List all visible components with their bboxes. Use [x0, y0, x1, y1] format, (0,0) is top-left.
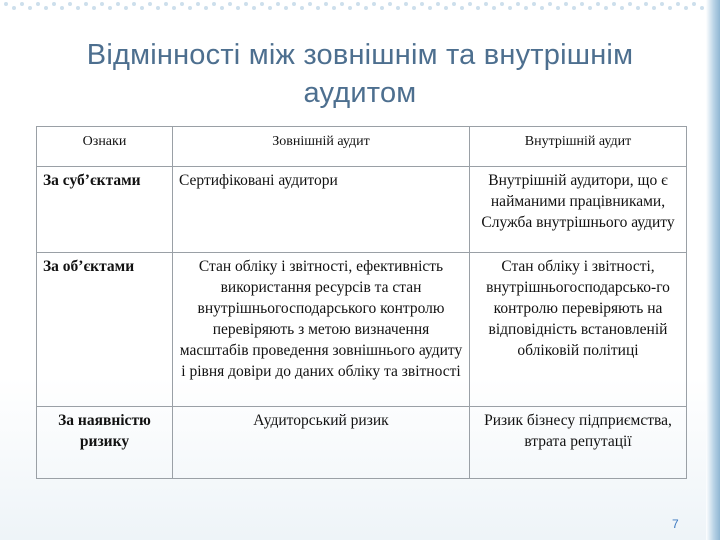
cell-internal-risk: Ризик бізнесу підприємства, втрата репутації [470, 407, 687, 479]
row-feature-objects: За об’єктами [37, 253, 173, 407]
cell-external-risk: Аудиторський ризик [173, 407, 470, 479]
comparison-table [36, 126, 687, 479]
cell-external-objects: Стан обліку і звітності, ефективність використання ресурсів та стан внутрішньогосподарського контролю перевіряють з метою визначення масштабів проведення зовнішнього аудиту і рівня довіри до даних обліку та звітності [173, 253, 470, 407]
column-header-internal-audit: Внутрішній аудит [470, 127, 687, 167]
row-feature-subjects: За суб’єктами [37, 167, 173, 253]
table-row [37, 407, 687, 479]
column-header-features: Ознаки [37, 127, 173, 167]
cell-external-subjects: Сертифіковані аудитори [173, 167, 470, 253]
cell-internal-objects: Стан обліку і звітності, внутрішньогосподарсько-го контролю перевіряють на відповідність встановленій обліковій політиці [470, 253, 687, 407]
cell-internal-subjects: Внутрішній аудитори, що є найманими працівниками, Служба внутрішнього аудиту [470, 167, 687, 253]
row-feature-risk: За наявністю ризику [37, 407, 173, 479]
decorative-dot-band [0, 0, 720, 22]
page-number: 7 [672, 517, 679, 531]
column-header-external-audit: Зовнішній аудит [173, 127, 470, 167]
decorative-side-bar [706, 0, 720, 540]
table-row [37, 167, 687, 253]
page-title: Відмінності між зовнішнім та внутрішнім аудитом [86, 39, 634, 109]
table-row [37, 253, 687, 407]
table-header-row [37, 127, 687, 167]
